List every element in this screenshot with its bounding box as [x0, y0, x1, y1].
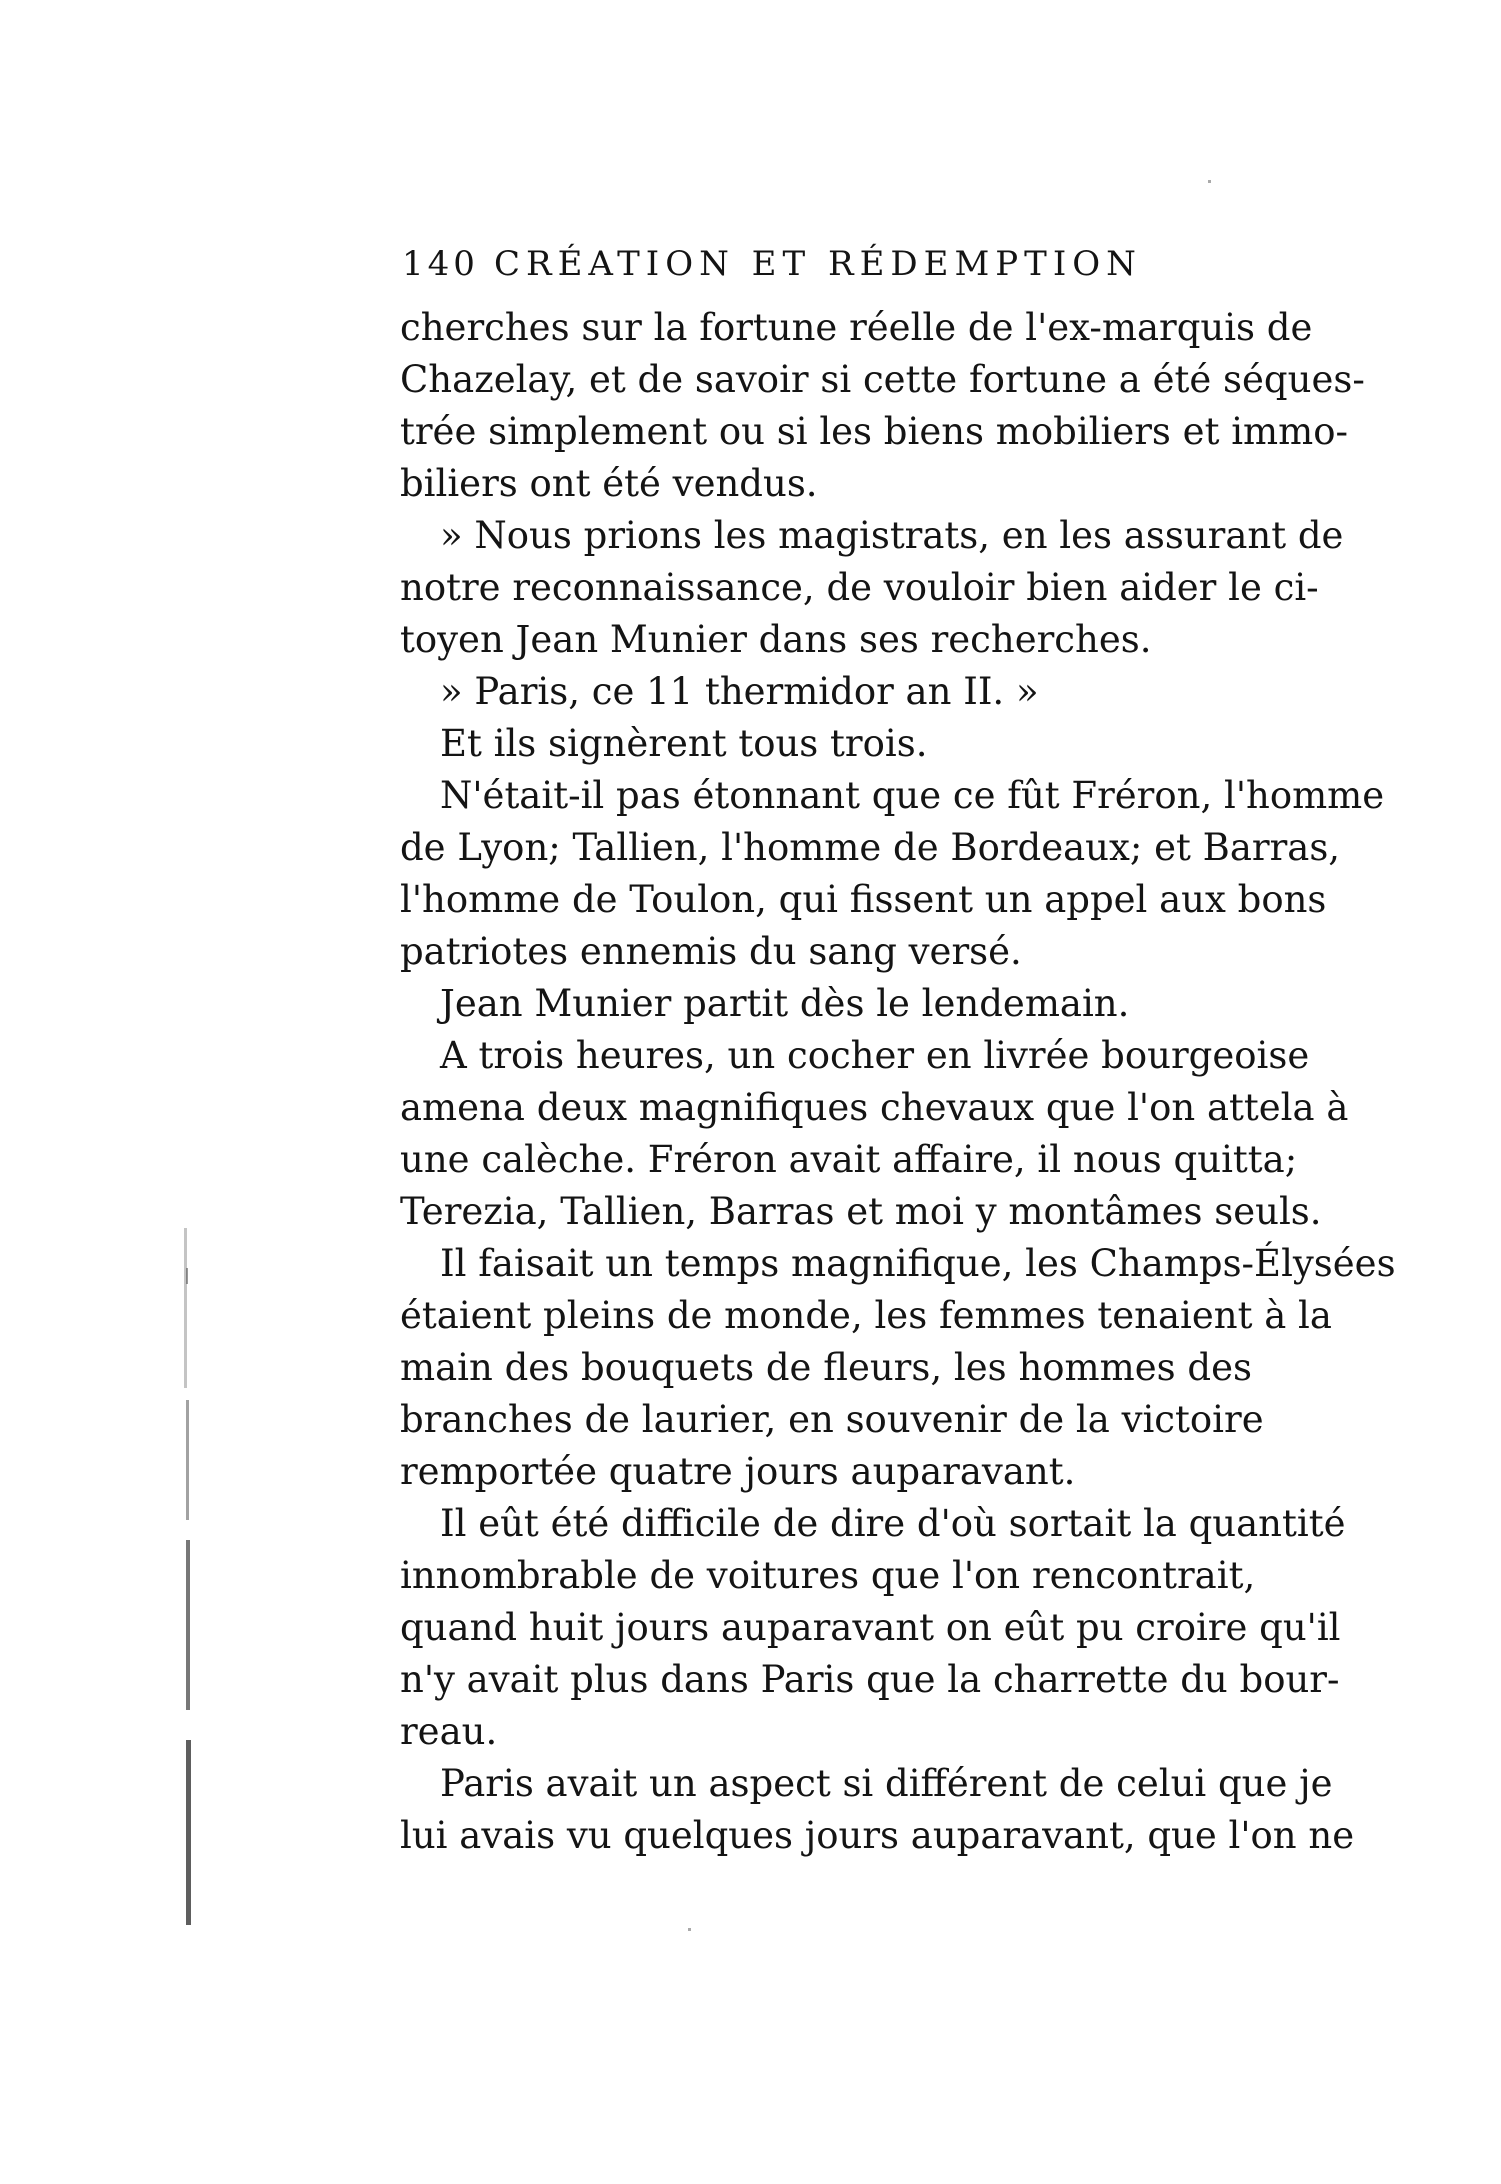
text-line: une calèche. Fréron avait affaire, il nous quitta; — [400, 1138, 1298, 1181]
scan-artifact — [1208, 180, 1211, 183]
text-line: Il eût été difficile de dire d'où sortait la quantité — [440, 1502, 1346, 1545]
text-line: quand huit jours auparavant on eût pu croire qu'il — [400, 1606, 1341, 1649]
text-line: toyen Jean Munier dans ses recherches. — [400, 618, 1152, 661]
scan-artifact — [186, 1540, 190, 1710]
text-line: innombrable de voitures que l'on rencontrait, — [400, 1554, 1256, 1597]
text-line: notre reconnaissance, de vouloir bien aider le ci- — [400, 566, 1319, 609]
text-line: » Paris, ce 11 thermidor an II. » — [440, 670, 1039, 713]
scan-artifact — [186, 1400, 189, 1520]
scan-artifact — [688, 1928, 691, 1931]
text-line: reau. — [400, 1710, 498, 1753]
page-number: 140 — [402, 244, 479, 284]
text-line: Il faisait un temps magnifique, les Champs-Élysées — [440, 1242, 1396, 1285]
scan-artifact — [186, 1268, 188, 1284]
text-line: trée simplement ou si les biens mobiliers et immo- — [400, 410, 1348, 453]
running-title: CRÉATION ET RÉDEMPTION — [494, 244, 1142, 284]
text-line: N'était-il pas étonnant que ce fût Fréron, l'homme — [440, 774, 1385, 817]
text-line: cherches sur la fortune réelle de l'ex-marquis de — [400, 306, 1313, 349]
scan-artifact — [184, 1228, 187, 1388]
running-header — [402, 238, 1252, 290]
text-line: l'homme de Toulon, qui fissent un appel aux bons — [400, 878, 1327, 921]
text-line: biliers ont été vendus. — [400, 462, 818, 505]
text-line: étaient pleins de monde, les femmes tenaient à la — [400, 1294, 1332, 1337]
text-line: » Nous prions les magistrats, en les assurant de — [440, 514, 1344, 557]
text-line: main des bouquets de fleurs, les hommes des — [400, 1346, 1252, 1389]
text-line: Et ils signèrent tous trois. — [440, 722, 928, 765]
text-line: Terezia, Tallien, Barras et moi y montâmes seuls. — [400, 1190, 1322, 1233]
text-line: amena deux magnifiques chevaux que l'on attela à — [400, 1086, 1349, 1129]
text-line: Chazelay, et de savoir si cette fortune a été séques- — [400, 358, 1365, 401]
scan-artifact — [186, 1740, 191, 1925]
text-line: remportée quatre jours auparavant. — [400, 1450, 1076, 1493]
text-line: Jean Munier partit dès le lendemain. — [440, 982, 1130, 1025]
text-line: Paris avait un aspect si différent de celui que je — [440, 1762, 1333, 1805]
text-line: de Lyon; Tallien, l'homme de Bordeaux; et Barras, — [400, 826, 1341, 869]
text-line: lui avais vu quelques jours auparavant, que l'on ne — [400, 1814, 1355, 1857]
text-line: A trois heures, un cocher en livrée bourgeoise — [440, 1034, 1310, 1077]
text-line: branches de laurier, en souvenir de la victoire — [400, 1398, 1264, 1441]
text-line: patriotes ennemis du sang versé. — [400, 930, 1022, 973]
text-line: n'y avait plus dans Paris que la charrette du bour- — [400, 1658, 1340, 1701]
